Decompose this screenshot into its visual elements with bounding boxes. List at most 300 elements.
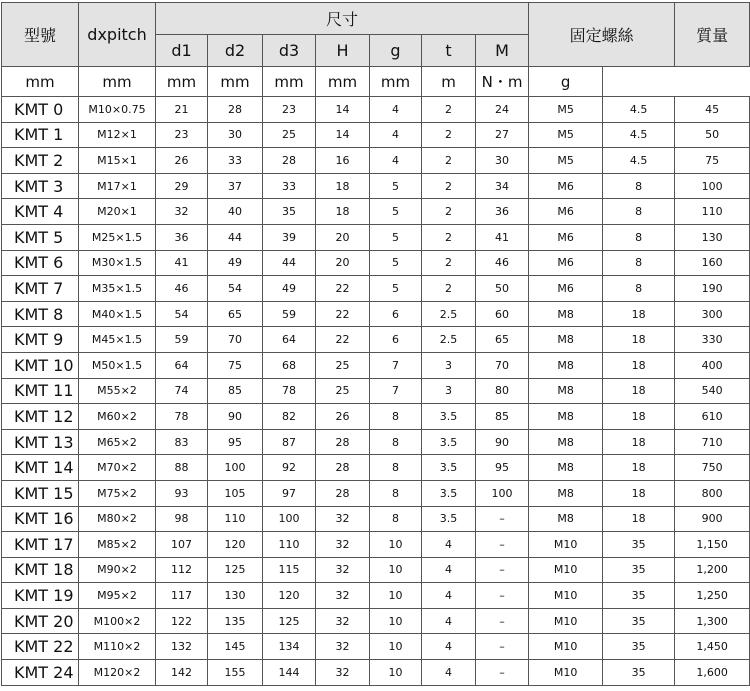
value-cell: 41 xyxy=(476,224,529,250)
value-cell: 98 xyxy=(156,506,208,532)
header-dimension-group: 尺寸 xyxy=(156,3,529,35)
value-cell: 32 xyxy=(316,660,370,686)
pitch-cell: M40×1.5 xyxy=(79,301,156,327)
value-cell: 1,150 xyxy=(675,532,750,558)
value-cell: 18 xyxy=(603,327,675,353)
value-cell: 100 xyxy=(263,506,316,532)
model-cell: KMT 11 xyxy=(2,378,79,404)
value-cell: 50 xyxy=(476,276,529,302)
value-cell: 26 xyxy=(316,404,370,430)
value-cell: 18 xyxy=(603,506,675,532)
value-cell: M8 xyxy=(529,429,603,455)
value-cell: 35 xyxy=(263,199,316,225)
value-cell: 97 xyxy=(263,480,316,506)
pitch-cell: M15×1 xyxy=(79,148,156,174)
value-cell: 88 xyxy=(156,455,208,481)
value-cell: 35 xyxy=(603,608,675,634)
value-cell: 49 xyxy=(208,250,263,276)
value-cell: 2.5 xyxy=(422,301,476,327)
value-cell: M5 xyxy=(529,97,603,123)
value-cell: 6 xyxy=(370,301,422,327)
value-cell: 5 xyxy=(370,224,422,250)
value-cell: 18 xyxy=(603,378,675,404)
value-cell: M8 xyxy=(529,327,603,353)
value-cell: 125 xyxy=(208,557,263,583)
value-cell: 22 xyxy=(316,276,370,302)
value-cell: 18 xyxy=(603,404,675,430)
model-cell: KMT 17 xyxy=(2,532,79,558)
value-cell: 32 xyxy=(156,199,208,225)
table-row xyxy=(2,455,750,481)
value-cell: 87 xyxy=(263,429,316,455)
value-cell: 2 xyxy=(422,97,476,123)
value-cell: 90 xyxy=(476,429,529,455)
model-cell: KMT 8 xyxy=(2,301,79,327)
unit-cell: m xyxy=(422,67,476,97)
value-cell: 37 xyxy=(208,173,263,199)
value-cell: 35 xyxy=(603,660,675,686)
value-cell: 93 xyxy=(156,480,208,506)
model-cell: KMT 14 xyxy=(2,455,79,481)
model-cell: KMT 12 xyxy=(2,404,79,430)
value-cell: 130 xyxy=(675,224,750,250)
model-cell: KMT 2 xyxy=(2,148,79,174)
pitch-cell: M85×2 xyxy=(79,532,156,558)
value-cell: 18 xyxy=(603,429,675,455)
value-cell: 36 xyxy=(156,224,208,250)
table-row xyxy=(2,532,750,558)
value-cell: 100 xyxy=(675,173,750,199)
value-cell: 105 xyxy=(208,480,263,506)
value-cell: 18 xyxy=(603,301,675,327)
unit-cell: mm xyxy=(208,67,263,97)
value-cell: 3.5 xyxy=(422,480,476,506)
spec-table xyxy=(1,2,750,686)
value-cell: M8 xyxy=(529,480,603,506)
value-cell: – xyxy=(476,608,529,634)
value-cell: 14 xyxy=(316,97,370,123)
pitch-cell: M20×1 xyxy=(79,199,156,225)
model-cell: KMT 5 xyxy=(2,224,79,250)
value-cell: 3 xyxy=(422,352,476,378)
value-cell: – xyxy=(476,660,529,686)
value-cell: 21 xyxy=(156,97,208,123)
table-header xyxy=(2,3,750,97)
value-cell: 2 xyxy=(422,276,476,302)
value-cell: M6 xyxy=(529,276,603,302)
value-cell: 32 xyxy=(316,557,370,583)
value-cell: 8 xyxy=(603,199,675,225)
value-cell: 122 xyxy=(156,608,208,634)
pitch-cell: M55×2 xyxy=(79,378,156,404)
value-cell: – xyxy=(476,583,529,609)
pitch-cell: M50×1.5 xyxy=(79,352,156,378)
value-cell: 70 xyxy=(208,327,263,353)
value-cell: 32 xyxy=(316,506,370,532)
value-cell: 22 xyxy=(316,327,370,353)
value-cell: 2 xyxy=(422,122,476,148)
table-row xyxy=(2,634,750,660)
value-cell: 1,300 xyxy=(675,608,750,634)
value-cell: 142 xyxy=(156,660,208,686)
value-cell: 60 xyxy=(476,301,529,327)
value-cell: 32 xyxy=(316,532,370,558)
value-cell: 540 xyxy=(675,378,750,404)
model-cell: KMT 3 xyxy=(2,173,79,199)
pitch-cell: M45×1.5 xyxy=(79,327,156,353)
table-row xyxy=(2,97,750,123)
value-cell: M6 xyxy=(529,250,603,276)
value-cell: 8 xyxy=(603,250,675,276)
value-cell: 50 xyxy=(675,122,750,148)
value-cell: 29 xyxy=(156,173,208,199)
value-cell: 59 xyxy=(263,301,316,327)
value-cell: 30 xyxy=(476,148,529,174)
table-row xyxy=(2,224,750,250)
value-cell: 4.5 xyxy=(603,148,675,174)
value-cell: 85 xyxy=(208,378,263,404)
value-cell: 610 xyxy=(675,404,750,430)
model-cell: KMT 22 xyxy=(2,634,79,660)
value-cell: 144 xyxy=(263,660,316,686)
pitch-cell: M95×2 xyxy=(79,583,156,609)
pitch-cell: M30×1.5 xyxy=(79,250,156,276)
value-cell: M8 xyxy=(529,455,603,481)
value-cell: 10 xyxy=(370,557,422,583)
table-row xyxy=(2,378,750,404)
value-cell: 18 xyxy=(603,455,675,481)
value-cell: M6 xyxy=(529,199,603,225)
value-cell: 28 xyxy=(316,429,370,455)
value-cell: 4 xyxy=(422,557,476,583)
value-cell: 4 xyxy=(422,532,476,558)
model-cell: KMT 0 xyxy=(2,97,79,123)
value-cell: 4 xyxy=(422,583,476,609)
value-cell: 3.5 xyxy=(422,455,476,481)
value-cell: 20 xyxy=(316,250,370,276)
value-cell: 70 xyxy=(476,352,529,378)
value-cell: 3.5 xyxy=(422,404,476,430)
header-d2: d2 xyxy=(208,35,263,67)
value-cell: 2.5 xyxy=(422,327,476,353)
value-cell: 27 xyxy=(476,122,529,148)
header-g: g xyxy=(370,35,422,67)
value-cell: 54 xyxy=(156,301,208,327)
table-row xyxy=(2,122,750,148)
value-cell: 7 xyxy=(370,378,422,404)
pitch-cell: M110×2 xyxy=(79,634,156,660)
value-cell: 3.5 xyxy=(422,429,476,455)
value-cell: 8 xyxy=(603,276,675,302)
table-row xyxy=(2,583,750,609)
value-cell: 65 xyxy=(208,301,263,327)
table-row xyxy=(2,660,750,686)
header-dxpitch: dxpitch xyxy=(79,3,156,67)
value-cell: 10 xyxy=(370,660,422,686)
value-cell: 125 xyxy=(263,608,316,634)
header-weight: 質量 xyxy=(675,3,750,67)
value-cell: 74 xyxy=(156,378,208,404)
value-cell: M8 xyxy=(529,378,603,404)
value-cell: 34 xyxy=(476,173,529,199)
value-cell: 145 xyxy=(208,634,263,660)
unit-cell: mm xyxy=(370,67,422,97)
value-cell: 330 xyxy=(675,327,750,353)
value-cell: 90 xyxy=(208,404,263,430)
value-cell: 3.5 xyxy=(422,506,476,532)
value-cell: 4.5 xyxy=(603,122,675,148)
value-cell: 4 xyxy=(422,660,476,686)
value-cell: 5 xyxy=(370,276,422,302)
value-cell: 28 xyxy=(316,480,370,506)
value-cell: 1,450 xyxy=(675,634,750,660)
value-cell: 4 xyxy=(422,608,476,634)
table-row xyxy=(2,480,750,506)
value-cell: 120 xyxy=(263,583,316,609)
value-cell: 35 xyxy=(603,532,675,558)
value-cell: 2 xyxy=(422,199,476,225)
value-cell: 33 xyxy=(208,148,263,174)
value-cell: 190 xyxy=(675,276,750,302)
pitch-cell: M17×1 xyxy=(79,173,156,199)
value-cell: 18 xyxy=(603,352,675,378)
value-cell: 112 xyxy=(156,557,208,583)
value-cell: 14 xyxy=(316,122,370,148)
header-m: M xyxy=(476,35,529,67)
value-cell: 18 xyxy=(603,480,675,506)
value-cell: 41 xyxy=(156,250,208,276)
units-row xyxy=(2,67,750,97)
value-cell: 155 xyxy=(208,660,263,686)
table-row xyxy=(2,276,750,302)
model-cell: KMT 13 xyxy=(2,429,79,455)
header-d3: d3 xyxy=(263,35,316,67)
value-cell: M10 xyxy=(529,660,603,686)
value-cell: 132 xyxy=(156,634,208,660)
value-cell: 18 xyxy=(316,173,370,199)
value-cell: 115 xyxy=(263,557,316,583)
table-row xyxy=(2,199,750,225)
model-cell: KMT 24 xyxy=(2,660,79,686)
value-cell: – xyxy=(476,557,529,583)
model-cell: KMT 10 xyxy=(2,352,79,378)
value-cell: 36 xyxy=(476,199,529,225)
value-cell: 4.5 xyxy=(603,97,675,123)
value-cell: 95 xyxy=(476,455,529,481)
value-cell: 49 xyxy=(263,276,316,302)
value-cell: 8 xyxy=(370,429,422,455)
pitch-cell: M90×2 xyxy=(79,557,156,583)
pitch-cell: M100×2 xyxy=(79,608,156,634)
value-cell: 300 xyxy=(675,301,750,327)
value-cell: 85 xyxy=(476,404,529,430)
value-cell: M10 xyxy=(529,532,603,558)
value-cell: 134 xyxy=(263,634,316,660)
value-cell: 160 xyxy=(675,250,750,276)
value-cell: 8 xyxy=(370,506,422,532)
value-cell: 46 xyxy=(476,250,529,276)
table-row xyxy=(2,352,750,378)
value-cell: 10 xyxy=(370,608,422,634)
value-cell: 54 xyxy=(208,276,263,302)
value-cell: 44 xyxy=(208,224,263,250)
value-cell: 28 xyxy=(316,455,370,481)
pitch-cell: M70×2 xyxy=(79,455,156,481)
value-cell: 32 xyxy=(316,634,370,660)
value-cell: 59 xyxy=(156,327,208,353)
value-cell: 2 xyxy=(422,148,476,174)
pitch-cell: M120×2 xyxy=(79,660,156,686)
unit-cell: N・m xyxy=(476,67,529,97)
header-h: H xyxy=(316,35,370,67)
model-cell: KMT 7 xyxy=(2,276,79,302)
value-cell: 25 xyxy=(263,122,316,148)
value-cell: 4 xyxy=(422,634,476,660)
unit-cell: mm xyxy=(79,67,156,97)
value-cell: – xyxy=(476,506,529,532)
value-cell: M5 xyxy=(529,148,603,174)
table-row xyxy=(2,608,750,634)
value-cell: 16 xyxy=(316,148,370,174)
value-cell: M8 xyxy=(529,301,603,327)
model-cell: KMT 16 xyxy=(2,506,79,532)
value-cell: 35 xyxy=(603,583,675,609)
value-cell: 117 xyxy=(156,583,208,609)
model-cell: KMT 9 xyxy=(2,327,79,353)
value-cell: 32 xyxy=(316,583,370,609)
model-cell: KMT 1 xyxy=(2,122,79,148)
value-cell: – xyxy=(476,532,529,558)
model-cell: KMT 18 xyxy=(2,557,79,583)
value-cell: 4 xyxy=(370,97,422,123)
value-cell: 6 xyxy=(370,327,422,353)
pitch-cell: M75×2 xyxy=(79,480,156,506)
value-cell: 400 xyxy=(675,352,750,378)
value-cell: 44 xyxy=(263,250,316,276)
table-row xyxy=(2,148,750,174)
value-cell: M8 xyxy=(529,404,603,430)
value-cell: 5 xyxy=(370,199,422,225)
value-cell: 28 xyxy=(263,148,316,174)
model-cell: KMT 4 xyxy=(2,199,79,225)
value-cell: – xyxy=(476,634,529,660)
value-cell: 135 xyxy=(208,608,263,634)
value-cell: 80 xyxy=(476,378,529,404)
value-cell: 2 xyxy=(422,250,476,276)
value-cell: 110 xyxy=(675,199,750,225)
value-cell: 23 xyxy=(263,97,316,123)
value-cell: 8 xyxy=(603,173,675,199)
model-cell: KMT 19 xyxy=(2,583,79,609)
value-cell: 110 xyxy=(263,532,316,558)
table-row xyxy=(2,301,750,327)
value-cell: 82 xyxy=(263,404,316,430)
model-cell: KMT 20 xyxy=(2,608,79,634)
value-cell: 20 xyxy=(316,224,370,250)
value-cell: 32 xyxy=(316,608,370,634)
value-cell: 120 xyxy=(208,532,263,558)
value-cell: 100 xyxy=(208,455,263,481)
value-cell: M10 xyxy=(529,583,603,609)
value-cell: 8 xyxy=(370,480,422,506)
value-cell: M10 xyxy=(529,557,603,583)
value-cell: 64 xyxy=(156,352,208,378)
value-cell: 95 xyxy=(208,429,263,455)
pitch-cell: M12×1 xyxy=(79,122,156,148)
value-cell: 75 xyxy=(675,148,750,174)
value-cell: 130 xyxy=(208,583,263,609)
value-cell: M6 xyxy=(529,173,603,199)
value-cell: M10 xyxy=(529,608,603,634)
value-cell: 107 xyxy=(156,532,208,558)
model-cell: KMT 6 xyxy=(2,250,79,276)
value-cell: 10 xyxy=(370,634,422,660)
value-cell: 64 xyxy=(263,327,316,353)
value-cell: 8 xyxy=(603,224,675,250)
table-row xyxy=(2,506,750,532)
table-row xyxy=(2,404,750,430)
value-cell: 39 xyxy=(263,224,316,250)
pitch-cell: M25×1.5 xyxy=(79,224,156,250)
value-cell: 8 xyxy=(370,455,422,481)
value-cell: 35 xyxy=(603,634,675,660)
value-cell: 3 xyxy=(422,378,476,404)
value-cell: 22 xyxy=(316,301,370,327)
value-cell: 8 xyxy=(370,404,422,430)
value-cell: 1,250 xyxy=(675,583,750,609)
value-cell: 1,200 xyxy=(675,557,750,583)
header-t: t xyxy=(422,35,476,67)
value-cell: 25 xyxy=(316,352,370,378)
value-cell: 23 xyxy=(156,122,208,148)
value-cell: 2 xyxy=(422,173,476,199)
value-cell: 26 xyxy=(156,148,208,174)
pitch-cell: M65×2 xyxy=(79,429,156,455)
value-cell: 92 xyxy=(263,455,316,481)
pitch-cell: M60×2 xyxy=(79,404,156,430)
value-cell: 5 xyxy=(370,173,422,199)
table-row xyxy=(2,557,750,583)
value-cell: 4 xyxy=(370,122,422,148)
unit-cell: mm xyxy=(2,67,79,97)
value-cell: 7 xyxy=(370,352,422,378)
value-cell: 46 xyxy=(156,276,208,302)
value-cell: 10 xyxy=(370,532,422,558)
table-body xyxy=(2,97,750,686)
model-cell: KMT 15 xyxy=(2,480,79,506)
header-d1: d1 xyxy=(156,35,208,67)
value-cell: 100 xyxy=(476,480,529,506)
value-cell: 75 xyxy=(208,352,263,378)
table-row xyxy=(2,250,750,276)
table-row xyxy=(2,429,750,455)
value-cell: M8 xyxy=(529,506,603,532)
value-cell: 28 xyxy=(208,97,263,123)
value-cell: 25 xyxy=(316,378,370,404)
value-cell: 78 xyxy=(156,404,208,430)
value-cell: 750 xyxy=(675,455,750,481)
value-cell: 10 xyxy=(370,583,422,609)
header-model: 型號 xyxy=(2,3,79,67)
value-cell: 40 xyxy=(208,199,263,225)
value-cell: 2 xyxy=(422,224,476,250)
value-cell: 1,600 xyxy=(675,660,750,686)
value-cell: 5 xyxy=(370,250,422,276)
value-cell: 4 xyxy=(370,148,422,174)
value-cell: M8 xyxy=(529,352,603,378)
table-row xyxy=(2,173,750,199)
value-cell: 900 xyxy=(675,506,750,532)
